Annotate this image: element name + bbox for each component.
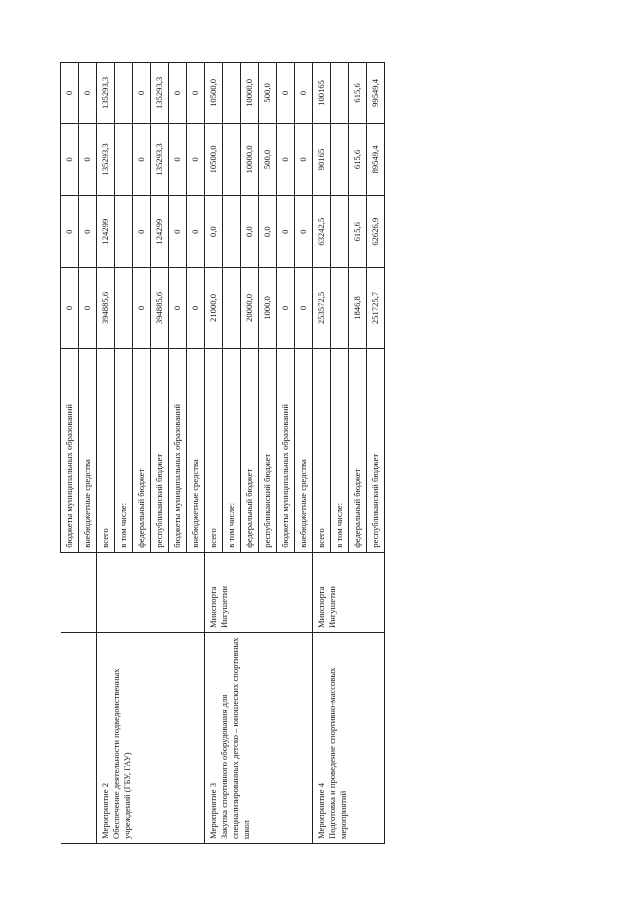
measure-cell: Мероприятие 4 Подготовка и проведение спортивно-массовых мероприятий — [313, 632, 385, 843]
value-cell: 0 — [133, 63, 151, 124]
source-label-cell: республиканский бюджет — [259, 348, 277, 552]
value-cell: 0 — [187, 196, 205, 268]
value-cell: 0 — [79, 123, 97, 195]
measure-cell — [61, 632, 97, 843]
value-cell: 0,0 — [205, 196, 223, 268]
source-label-cell: внебюджетные средства — [187, 348, 205, 552]
value-cell: 0 — [61, 63, 79, 124]
value-cell — [331, 63, 349, 124]
source-label-cell: бюджеты муниципальных образований — [277, 348, 295, 552]
value-cell: 615,6 — [349, 63, 367, 124]
value-cell: 0 — [79, 268, 97, 348]
executor-cell — [97, 552, 205, 632]
value-cell: 0 — [61, 268, 79, 348]
funding-table — [60, 62, 385, 844]
source-label-cell: в том числе: — [115, 348, 133, 552]
value-cell: 89549,4 — [367, 123, 385, 195]
value-cell: 0 — [61, 196, 79, 268]
source-label-cell: внебюджетные средства — [79, 348, 97, 552]
value-cell: 0 — [169, 196, 187, 268]
value-cell: 90165 — [313, 123, 331, 195]
value-cell: 10000,0 — [241, 123, 259, 195]
value-cell: 99549,4 — [367, 63, 385, 124]
value-cell: 0 — [187, 123, 205, 195]
source-label-cell: внебюджетные средства — [295, 348, 313, 552]
value-cell: 135293,3 — [97, 63, 115, 124]
source-label-cell: в том числе: — [331, 348, 349, 552]
value-cell: 0 — [169, 123, 187, 195]
value-cell: 135293,3 — [151, 123, 169, 195]
value-cell: 0 — [277, 123, 295, 195]
source-label-cell: всего — [97, 348, 115, 552]
value-cell — [331, 268, 349, 348]
value-cell: 20000,0 — [241, 268, 259, 348]
value-cell: 63242,5 — [313, 196, 331, 268]
value-cell: 0 — [61, 123, 79, 195]
value-cell: 0 — [277, 268, 295, 348]
value-cell: 615,6 — [349, 123, 367, 195]
table-row — [97, 63, 115, 844]
executor-cell — [61, 552, 97, 632]
measure-cell: Мероприятие 2 Обеспечение деятельности подведомственных учреждений (ГБУ, ГАУ) — [97, 632, 205, 843]
source-label-cell: бюджеты муниципальных образований — [61, 348, 79, 552]
table-row — [205, 63, 223, 844]
value-cell: 0,0 — [259, 196, 277, 268]
value-cell — [115, 63, 133, 124]
table-row — [313, 63, 331, 844]
value-cell: 0 — [133, 123, 151, 195]
value-cell: 10500,0 — [205, 123, 223, 195]
executor-cell: Минспорта Ингушетии — [205, 552, 313, 632]
value-cell — [115, 123, 133, 195]
value-cell: 21000,0 — [205, 268, 223, 348]
value-cell: 1000,0 — [259, 268, 277, 348]
value-cell: 0 — [169, 63, 187, 124]
value-cell: 0 — [295, 123, 313, 195]
value-cell: 615,6 — [349, 196, 367, 268]
value-cell: 253572,5 — [313, 268, 331, 348]
value-cell: 135293,3 — [97, 123, 115, 195]
value-cell: 500,0 — [259, 123, 277, 195]
source-label-cell: всего — [205, 348, 223, 552]
value-cell: 0 — [295, 196, 313, 268]
value-cell: 251725,7 — [367, 268, 385, 348]
value-cell: 0 — [277, 63, 295, 124]
source-label-cell: в том числе: — [223, 348, 241, 552]
value-cell: 100165 — [313, 63, 331, 124]
rotated-table-page — [60, 62, 597, 844]
value-cell: 62626,9 — [367, 196, 385, 268]
value-cell: 0 — [295, 268, 313, 348]
source-label-cell: федеральный бюджет — [349, 348, 367, 552]
value-cell: 394885,6 — [97, 268, 115, 348]
source-label-cell: федеральный бюджет — [241, 348, 259, 552]
value-cell: 0 — [79, 63, 97, 124]
value-cell — [331, 196, 349, 268]
source-label-cell: федеральный бюджет — [133, 348, 151, 552]
value-cell: 394885,6 — [151, 268, 169, 348]
source-label-cell: бюджеты муниципальных образований — [169, 348, 187, 552]
value-cell: 500,0 — [259, 63, 277, 124]
value-cell: 0 — [187, 63, 205, 124]
source-label-cell: республиканский бюджет — [151, 348, 169, 552]
value-cell: 124299 — [151, 196, 169, 268]
value-cell: 0 — [295, 63, 313, 124]
value-cell — [223, 268, 241, 348]
value-cell — [223, 196, 241, 268]
executor-cell: Минспорта Ингушетии — [313, 552, 385, 632]
value-cell: 1846,8 — [349, 268, 367, 348]
value-cell: 0 — [133, 196, 151, 268]
value-cell: 10000,0 — [241, 63, 259, 124]
value-cell: 0 — [277, 196, 295, 268]
source-label-cell: всего — [313, 348, 331, 552]
source-label-cell: республиканский бюджет — [367, 348, 385, 552]
table-row — [61, 63, 79, 844]
value-cell — [331, 123, 349, 195]
value-cell: 10500,0 — [205, 63, 223, 124]
value-cell — [115, 268, 133, 348]
value-cell: 0 — [169, 268, 187, 348]
value-cell: 0 — [79, 196, 97, 268]
value-cell: 0,0 — [241, 196, 259, 268]
value-cell — [223, 123, 241, 195]
measure-cell: Мероприятие 3 Закупка спортивного оборудования для специализированных детско – юношеских спортивных школ — [205, 632, 313, 843]
value-cell: 0 — [187, 268, 205, 348]
value-cell: 135293,3 — [151, 63, 169, 124]
value-cell: 0 — [133, 268, 151, 348]
value-cell: 124299 — [97, 196, 115, 268]
value-cell — [115, 196, 133, 268]
value-cell — [223, 63, 241, 124]
